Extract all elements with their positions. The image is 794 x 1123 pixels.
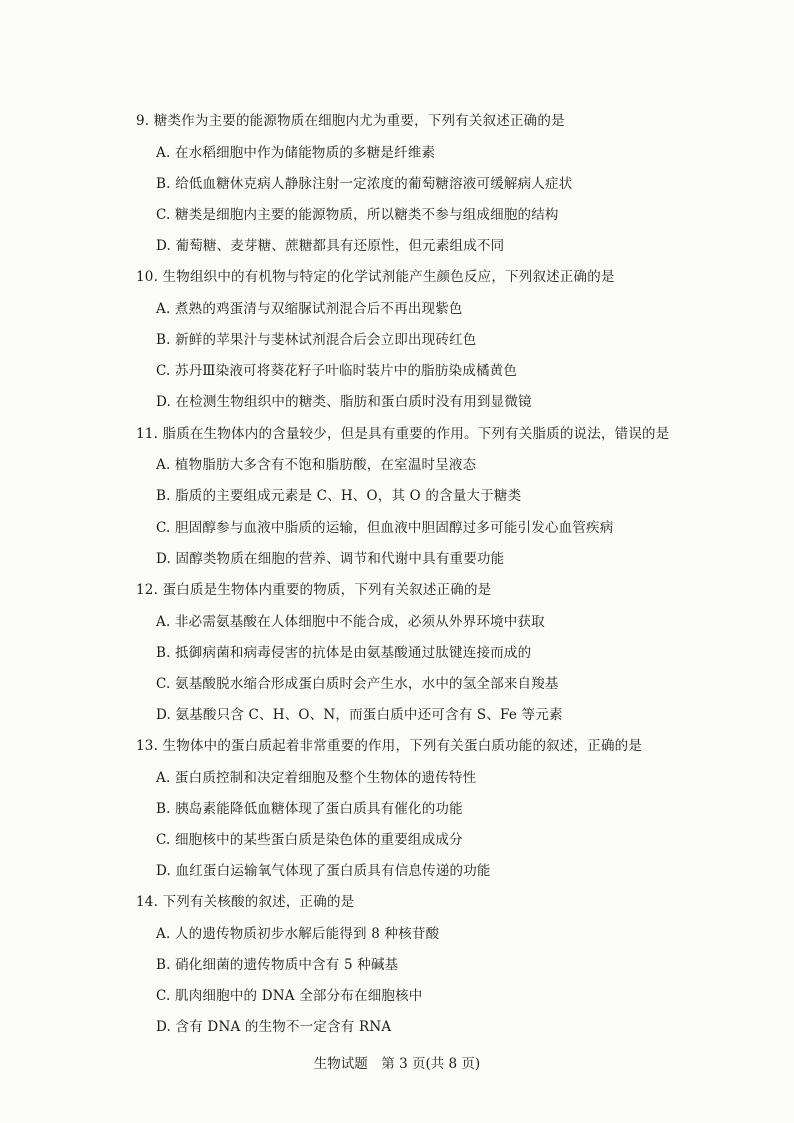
question-stem: 13. 生物体中的蛋白质起着非常重要的作用，下列有关蛋白质功能的叙述，正确的是 (136, 738, 643, 754)
option-a: A. 人的遗传物质初步水解后能得到 8 种核苷酸 (156, 926, 440, 942)
option-d: D. 葡萄糖、麦芽糖、蔗糖都具有还原性，但元素组成不同 (156, 238, 505, 254)
page-footer: 生物试题 第 3 页(共 8 页) (313, 1056, 481, 1072)
option-d: D. 血红蛋白运输氧气体现了蛋白质具有信息传递的功能 (156, 863, 491, 879)
option-b: B. 抵御病菌和病毒侵害的抗体是由氨基酸通过肽键连接而成的 (156, 645, 532, 661)
option-d: D. 在检测生物组织中的糖类、脂肪和蛋白质时没有用到显微镜 (156, 394, 532, 410)
option-d: D. 含有 DNA 的生物不一定含有 RNA (156, 1019, 392, 1035)
option-c: C. 氨基酸脱水缩合形成蛋白质时会产生水，水中的氢全部来自羧基 (156, 676, 559, 692)
option-c: C. 细胞核中的某些蛋白质是染色体的重要组成成分 (156, 832, 463, 848)
option-b: B. 新鲜的苹果汁与斐林试剂混合后会立即出现砖红色 (156, 332, 477, 348)
option-a: A. 煮熟的鸡蛋清与双缩脲试剂混合后不再出现紫色 (156, 301, 463, 317)
option-d: D. 氨基酸只含 C、H、O、N，而蛋白质中还可含有 S、Fe 等元素 (156, 707, 563, 723)
question-stem: 12. 蛋白质是生物体内重要的物质，下列有关叙述正确的是 (136, 582, 492, 598)
option-b: B. 硝化细菌的遗传物质中含有 5 种碱基 (156, 957, 399, 973)
option-c: C. 胆固醇参与血液中脂质的运输，但血液中胆固醇过多可能引发心血管疾病 (156, 520, 614, 536)
question-stem: 14. 下列有关核酸的叙述，正确的是 (136, 894, 355, 910)
question-stem: 11. 脂质在生物体内的含量较少，但是具有重要的作用。下列有关脂质的说法，错误的是 (136, 426, 670, 442)
option-a: A. 非必需氨基酸在人体细胞中不能合成，必须从外界环境中获取 (156, 614, 545, 630)
option-a: A. 在水稻细胞中作为储能物质的多糖是纤维素 (156, 145, 436, 161)
option-b: B. 给低血糖休克病人静脉注射一定浓度的葡萄糖溶液可缓解病人症状 (156, 176, 573, 192)
option-a: A. 蛋白质控制和决定着细胞及整个生物体的遗传特性 (156, 770, 477, 786)
option-b: B. 脂质的主要组成元素是 C、H、O，其 O 的含量大于糖类 (156, 488, 522, 504)
option-a: A. 植物脂肪大多含有不饱和脂肪酸，在室温时呈液态 (156, 457, 477, 473)
option-c: C. 苏丹Ⅲ染液可将葵花籽子叶临时装片中的脂肪染成橘黄色 (156, 363, 518, 379)
option-d: D. 固醇类物质在细胞的营养、调节和代谢中具有重要功能 (156, 551, 505, 567)
option-c: C. 肌肉细胞中的 DNA 全部分布在细胞核中 (156, 988, 423, 1004)
question-stem: 9. 糖类作为主要的能源物质在细胞内尤为重要，下列有关叙述正确的是 (136, 113, 565, 129)
question-stem: 10. 生物组织中的有机物与特定的化学试剂能产生颜色反应，下列叙述正确的是 (136, 269, 615, 285)
option-b: B. 胰岛素能降低血糖体现了蛋白质具有催化的功能 (156, 801, 463, 817)
option-c: C. 糖类是细胞内主要的能源物质，所以糖类不参与组成细胞的结构 (156, 207, 559, 223)
